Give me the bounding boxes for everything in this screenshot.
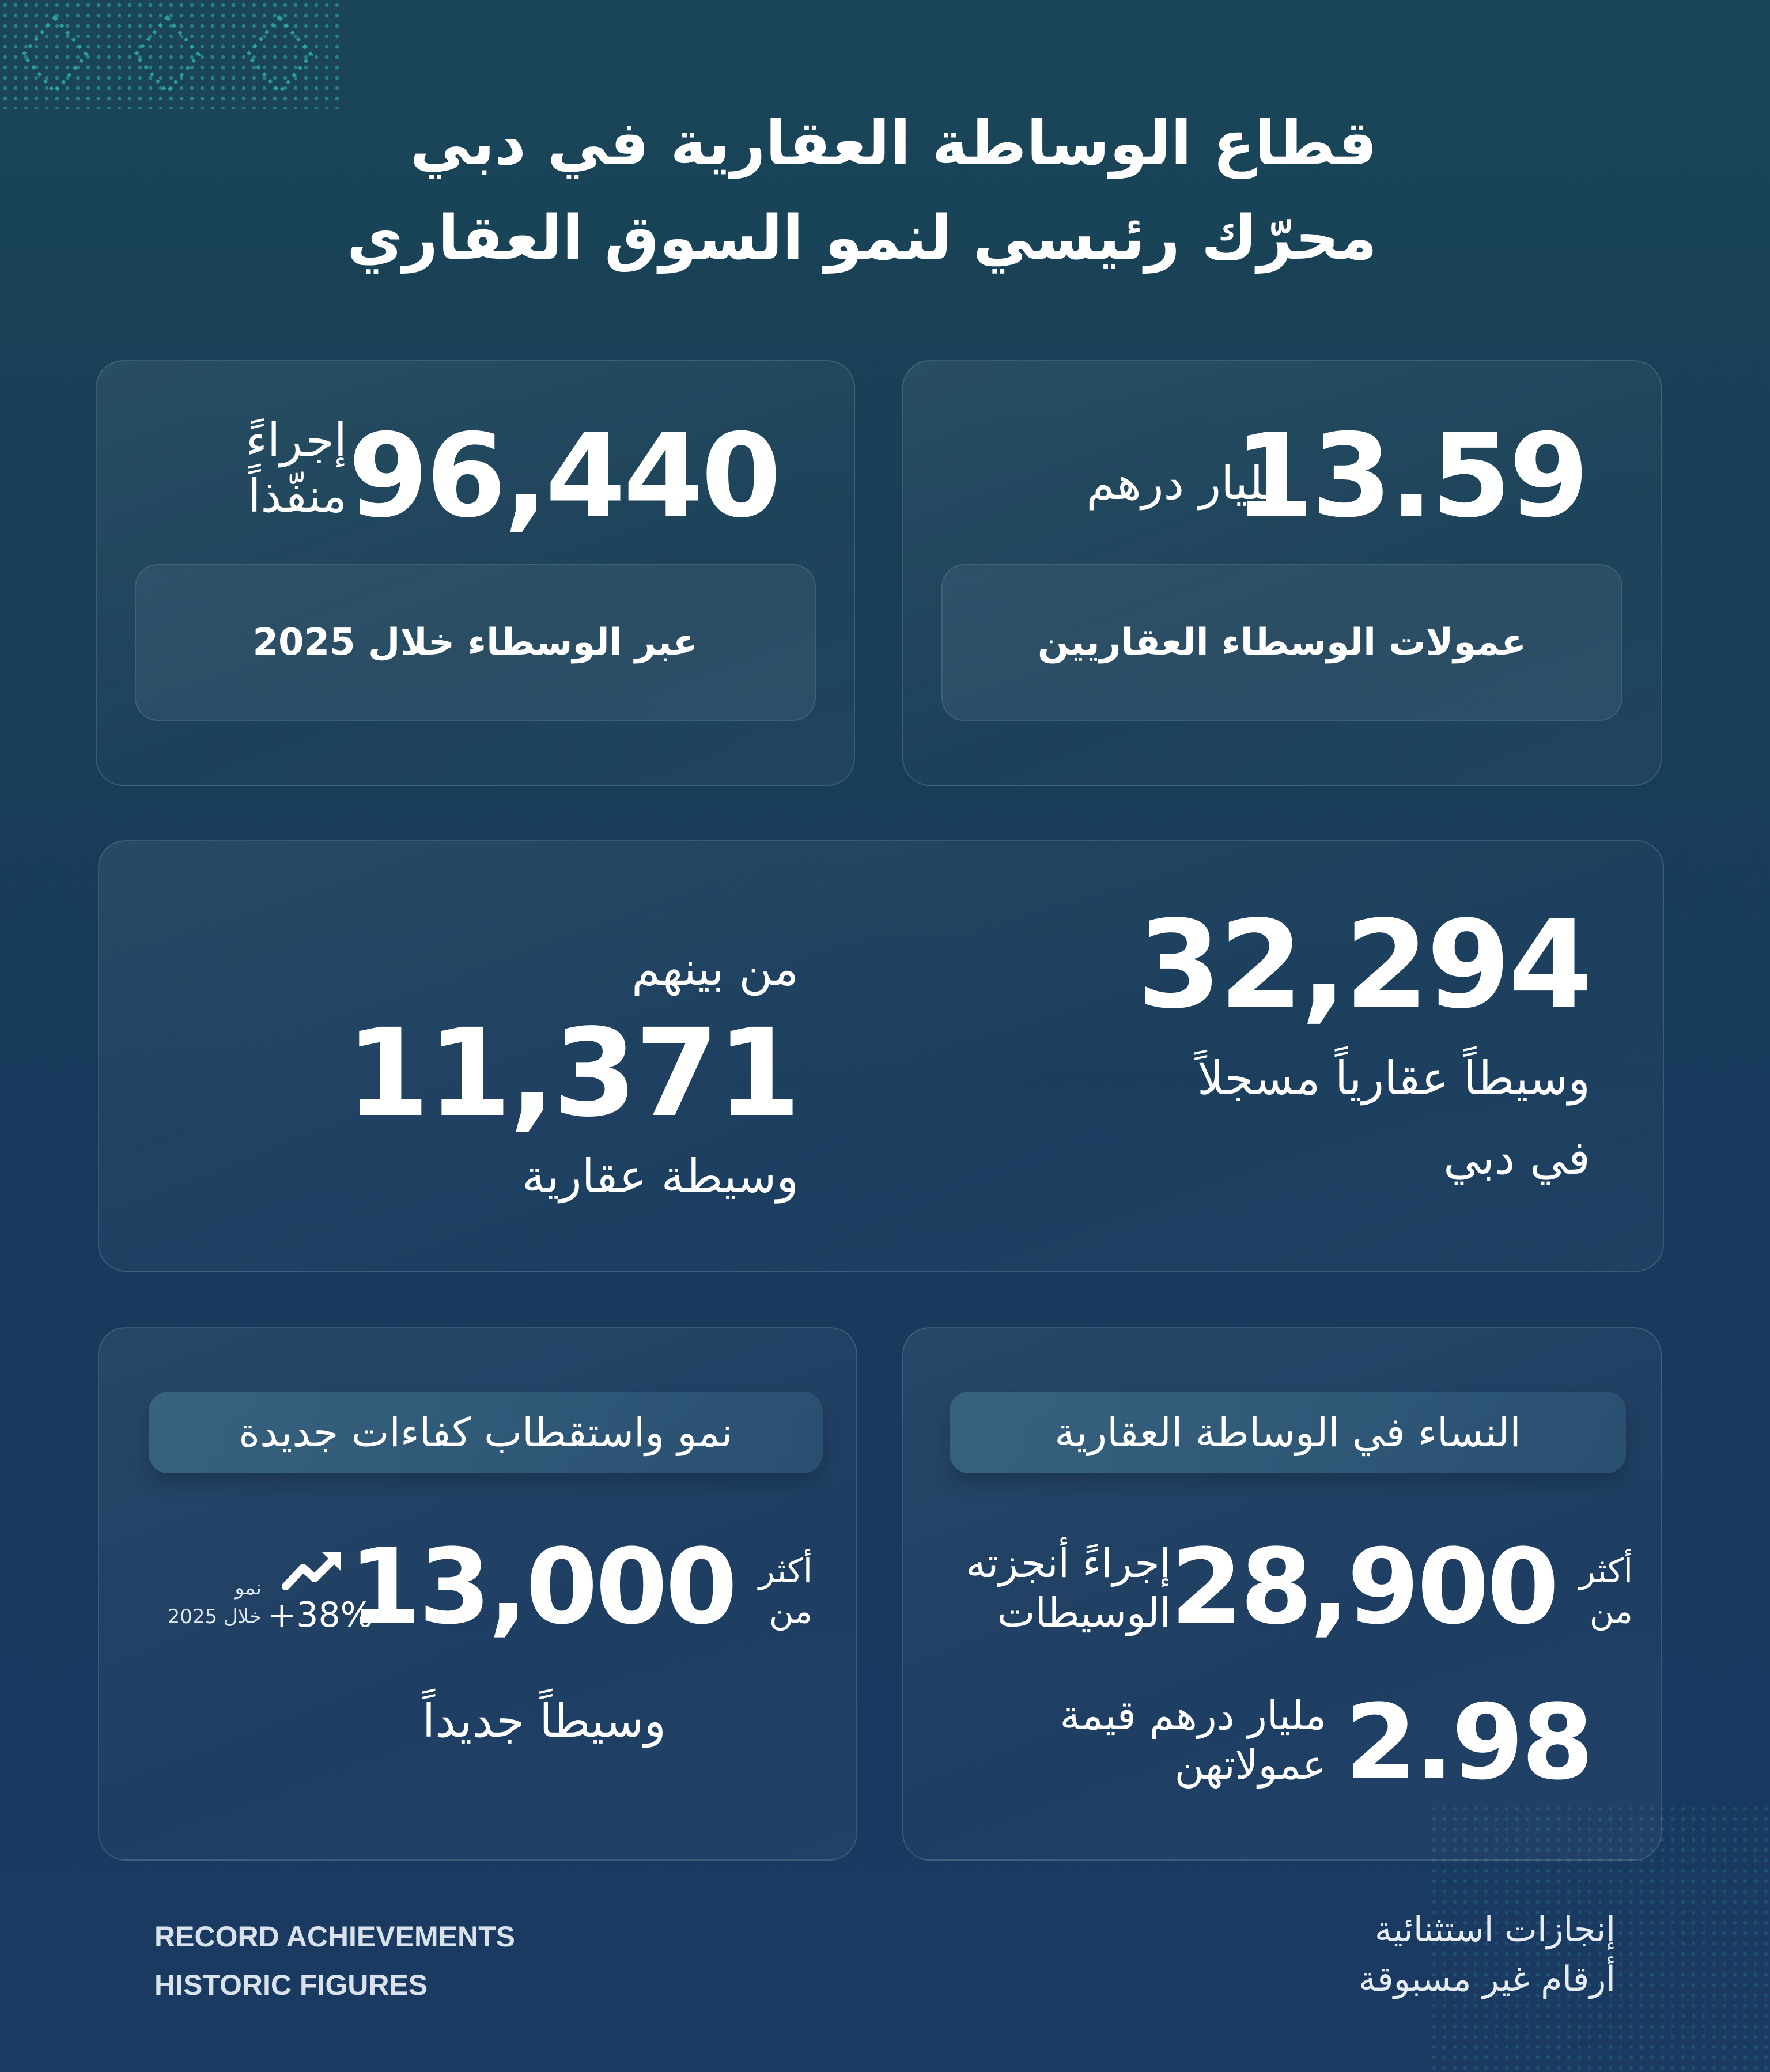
commissions-card	[902, 360, 1662, 786]
women-brokerage-card	[902, 1327, 1662, 1861]
new-brokers-value: 13,000	[349, 1527, 735, 1647]
registered-brokers-value: 32,294	[1137, 894, 1590, 1035]
women-transactions-line2: الوسيطات	[997, 1589, 1171, 1636]
brokers-card	[98, 840, 1664, 1272]
women-commission-line2: عمولاتهن	[1174, 1741, 1326, 1789]
page-title-line2: محرّك رئيسي لنمو السوق العقاري	[347, 202, 1377, 273]
growth-label-line2: خلال 2025	[167, 1605, 262, 1628]
transactions-label: عبر الوسطاء خلال 2025	[252, 621, 698, 664]
growth-percent: +38%	[267, 1595, 373, 1635]
commissions-value: 13.59	[1234, 409, 1587, 543]
transactions-unit-line1: إجراءً	[245, 414, 347, 467]
registered-brokers-line2: في دبي	[1443, 1131, 1590, 1185]
commissions-unit: مليار درهم	[1086, 456, 1289, 510]
growth-label-line1: نمو	[235, 1576, 262, 1600]
growth-heading: نمو واستقطاب كفاءات جديدة	[239, 1409, 733, 1456]
women-commission-line1: مليار درهم قيمة	[1060, 1692, 1326, 1739]
women-heading-pill	[950, 1392, 1626, 1473]
growth-card	[98, 1327, 857, 1861]
footer-en-line1: RECORD ACHIEVEMENTS	[154, 1920, 515, 1953]
diamond-pattern-icon	[0, 0, 340, 109]
commissions-label-pill	[941, 564, 1622, 721]
trend-up-icon	[281, 1547, 343, 1593]
transactions-card	[96, 360, 855, 786]
women-more-than-line2: من	[1589, 1591, 1633, 1631]
women-commission-value: 2.98	[1344, 1682, 1591, 1803]
growth-heading-pill	[149, 1392, 823, 1473]
transactions-label-pill	[135, 564, 816, 721]
footer-en-line2: HISTORIC FIGURES	[154, 1969, 428, 2001]
women-brokers-value: 11,371	[345, 1003, 799, 1144]
new-brokers-label: وسيطاً جديداً	[422, 1694, 666, 1748]
women-brokers-label: وسيطة عقارية	[521, 1150, 799, 1203]
page-title-line1: قطاع الوساطة العقارية في دبي	[410, 108, 1377, 179]
women-more-than-line1: أكثر	[1579, 1551, 1633, 1590]
commissions-label: عمولات الوسطاء العقاريين	[1037, 621, 1527, 664]
women-transactions-value: 28,900	[1170, 1527, 1557, 1647]
footer-ar-line2: أرقام غير مسبوقة	[1358, 1959, 1616, 1999]
growth-more-than-line1: أكثر	[758, 1551, 812, 1590]
footer-ar-line1: إنجازات استثنائية	[1374, 1910, 1616, 1950]
growth-more-than-line2: من	[769, 1591, 812, 1631]
among-them-label: من بينهم	[631, 942, 799, 996]
transactions-value: 96,440	[348, 409, 779, 543]
transactions-unit-line2: منفّذاً	[248, 469, 347, 523]
registered-brokers-line1: وسيطاً عقارياً مسجلاً	[1197, 1052, 1590, 1105]
women-transactions-line1: إجراءً أنجزته	[966, 1540, 1171, 1587]
women-heading: النساء في الوساطة العقارية	[1054, 1409, 1521, 1456]
